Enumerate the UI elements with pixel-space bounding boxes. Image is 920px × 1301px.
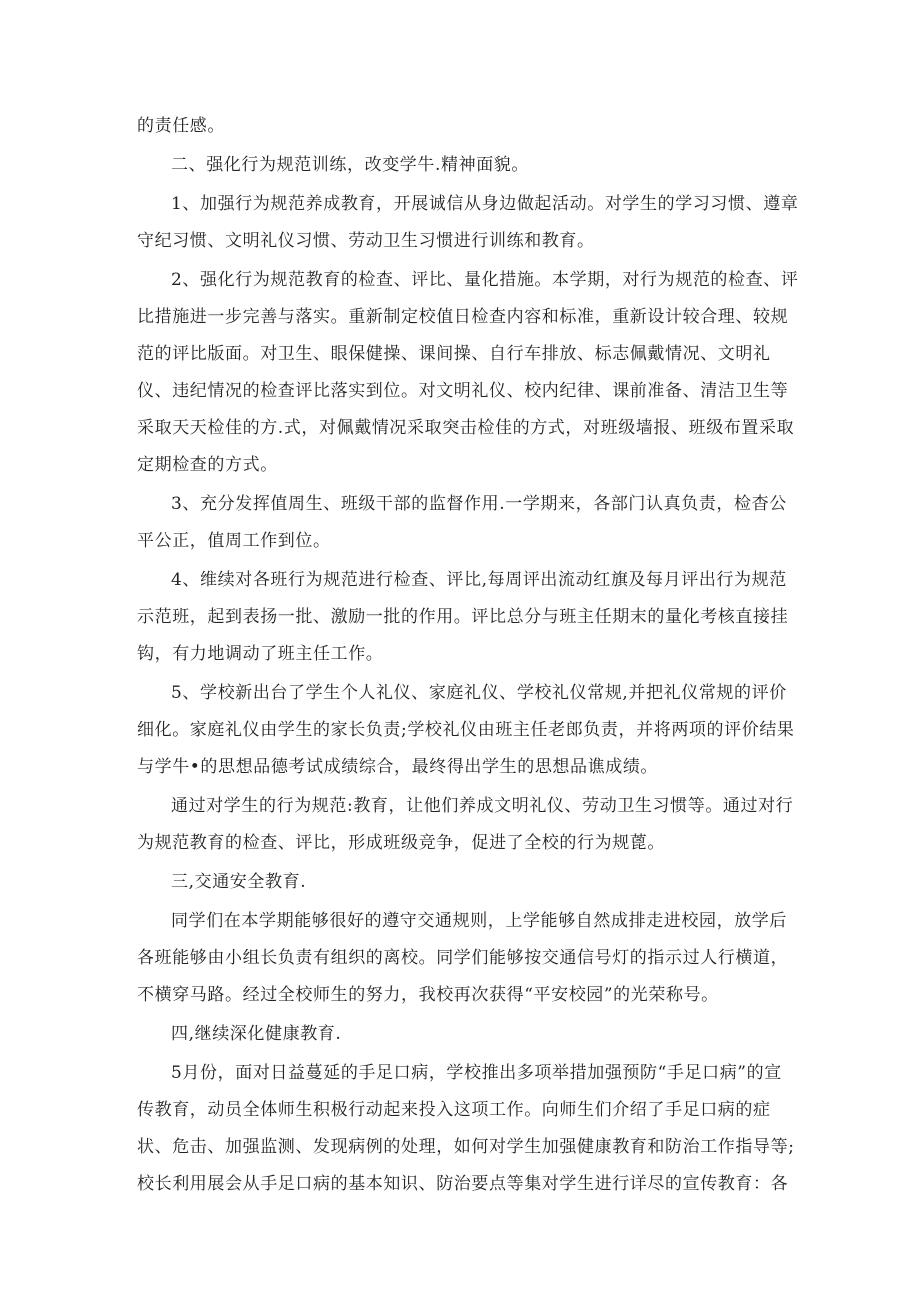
text-line: 4、维续对各班行为规范进行检查、评比,每周评出流动红旗及每月评出行为规范	[171, 570, 787, 590]
text-line: 平公正，值周工作到位。	[137, 531, 331, 551]
text-line: 示范班，起到表扬一批、激励一批的作用。评比总分与班主任期末的量化考核直接挂	[137, 607, 789, 627]
text-line: 通过对学生的行为规范:教育，让他们养成文明礼仪、劳动卫生习惯等。通过对行	[171, 796, 794, 816]
text-line: 与学牛•的思想品德考试成绩综合，最终得出学生的思想品谯成绩。	[137, 757, 659, 777]
text-line: 传教育，动员全体师生积极行动起来投入这项工作。向师生们介绍了手足口病的症	[137, 1100, 771, 1120]
text-line: 仪、违纪情况的检查评比落实到位。对文明礼仪、校内纪律、课前准备、清洁卫生等	[137, 381, 789, 401]
text-line: 定期检查的方式。	[137, 455, 278, 475]
text-line: 钩，有力地调动了班主任工作。	[137, 644, 384, 664]
text-line: 1、加强行为规范养成教育，开展诚信从身边做起活动。对学生的学习习惯、遵章	[171, 194, 799, 214]
text-line: 采取天天检佳的方.式，对佩戴情况采取突击检佳的方式，对班级墙报、班级布置采取	[137, 418, 795, 438]
section-heading: 三,交通安全教育.	[171, 872, 307, 892]
section-heading: 二、强化行为规范训练，改变学牛.精神面貌。	[171, 155, 530, 175]
text-line: 不横穿马路。经过全校师生的努力，我校再次获得“平安校园”的光荣称号。	[137, 985, 719, 1005]
text-line: 同学们在本学期能够很好的遵守交通规则，上学能够自然成排走进校园，放学后	[171, 911, 787, 931]
text-line: 比措施进一步完善与落实。重新制定校值日检查内容和标准，重新设计较合理、较规	[137, 307, 789, 327]
text-line: 细化。家庭礼仪由学生的家长负责;学校礼仪由班主任老郎负责，并将两项的评价结果	[137, 720, 795, 740]
text-line: 5月份，面对日益蔓延的手足口病，学校推出多项举措加强预防“手足口病”的宣	[171, 1063, 782, 1083]
text-line: 范的评比版面。对卫生、眼保健操、课间操、自行车排放、标志佩戴情况、文明礼	[137, 344, 771, 364]
text-line: 状、危击、加强监测、发现病例的处理，如何对学生加强健康教育和防治工作指导等;	[137, 1137, 795, 1157]
text-line: 守纪习惯、文明礼仪习惯、劳动卫生习惯进行训练和教育。	[137, 231, 595, 251]
text-line: 2、强化行为规范教育的检查、评比、量化措施。本学期，对行为规范的检查、评	[171, 270, 799, 290]
text-line: 各班能够由小组长负责有组织的离校。同学们能够按交通信号灯的指示过人行横道，	[137, 948, 789, 968]
text-line: 的责任感。	[137, 116, 225, 136]
section-heading: 四,继续深化健康教育.	[171, 1024, 342, 1044]
text-line: 3、充分发挥值周生、班级干部的监督作用.一学期来，各部门认真负责，检杳公	[171, 494, 787, 514]
text-line: 为规范教育的检查、评比，形成班级竞争，促进了全校的行为规蓖。	[137, 833, 665, 853]
text-line: 校长利用展会从手足口病的基本知识、防治要点等集对学生进行详尽的宣传教育：各	[137, 1174, 789, 1194]
text-line: 5、学校新出台了学生个人礼仪、家庭礼仪、学校礼仪常规,并把礼仪常规的评价	[171, 683, 787, 703]
